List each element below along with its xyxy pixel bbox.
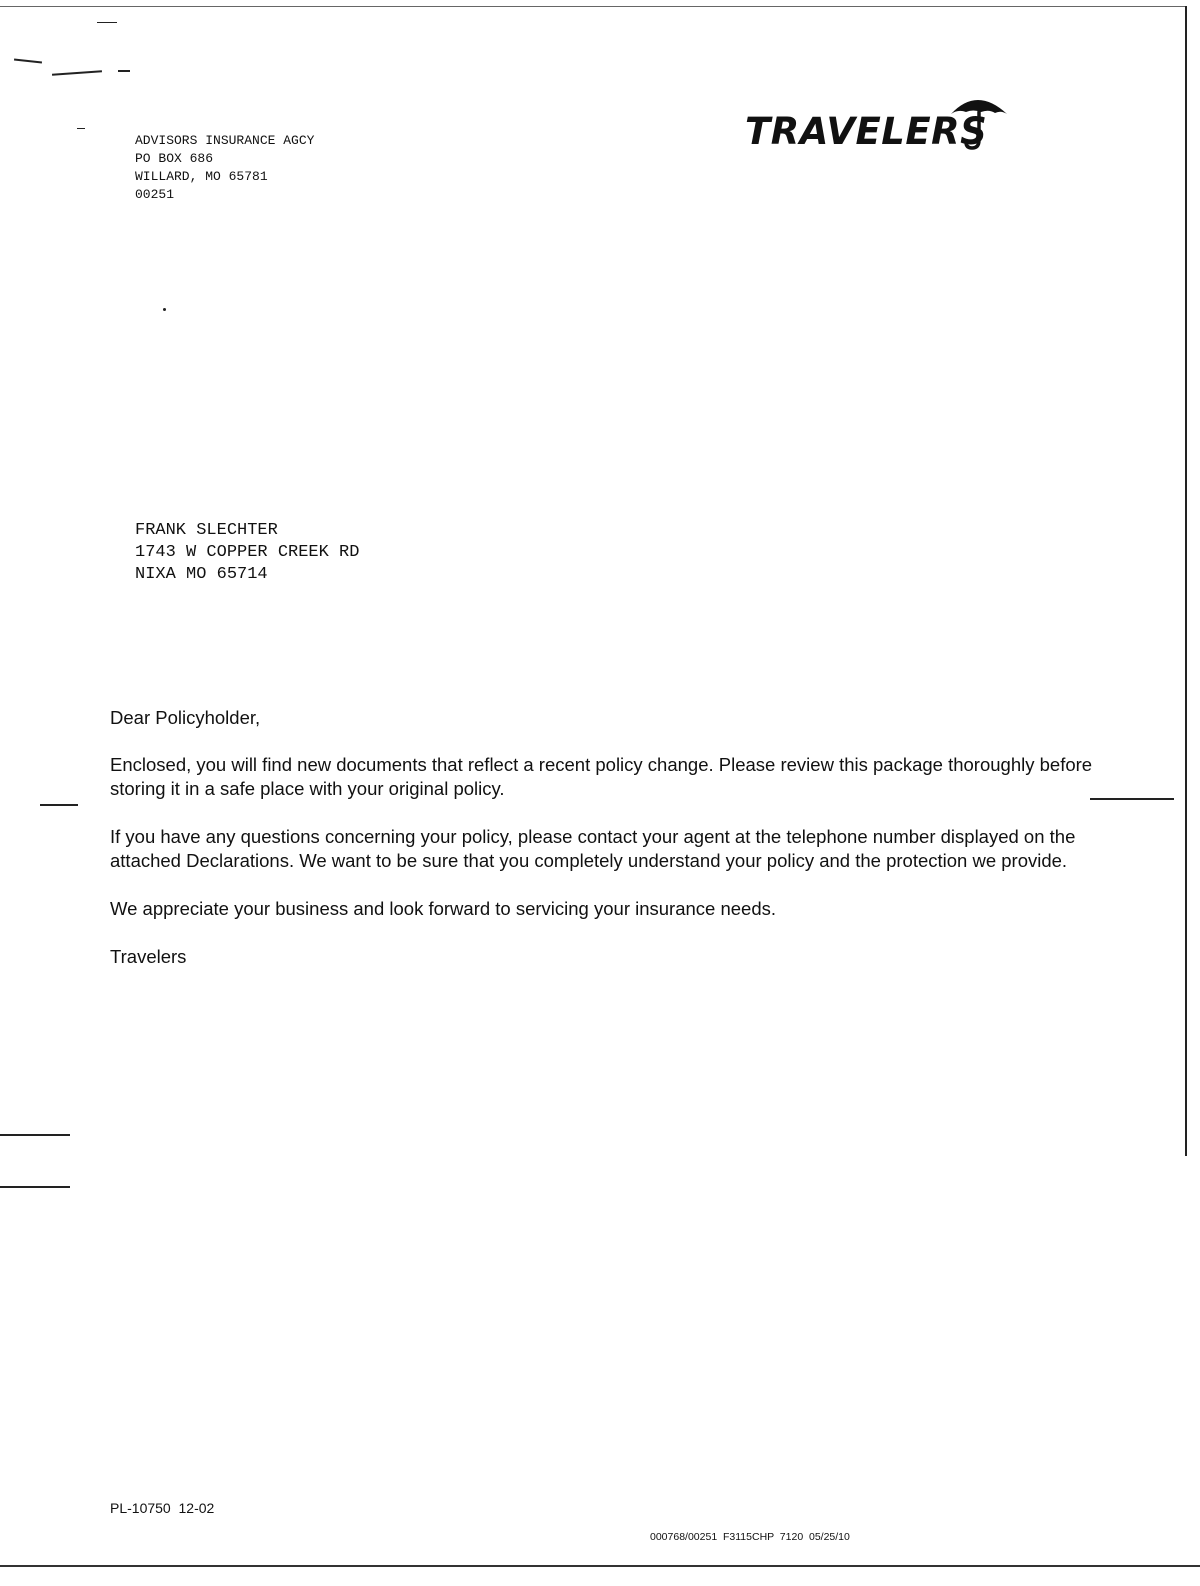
paragraph-appreciation: We appreciate your business and look forward to servicing your insurance needs.	[110, 898, 777, 919]
recipient-address	[135, 520, 359, 586]
page-top-edge	[0, 6, 1187, 7]
umbrella-icon	[941, 92, 1013, 152]
agency-city-state-zip: WILLARD, MO 65781	[135, 169, 268, 184]
agency-name: ADVISORS INSURANCE AGCY	[135, 133, 315, 148]
letter-body	[110, 706, 1110, 993]
recipient-street: 1743 W COPPER CREEK RD	[135, 543, 360, 562]
paragraph-questions: If you have any questions concerning your policy, please contact your agent at the telephone number displayed on the attached Declarations. We want to be sure that you completely understand your policy and the protection we provide.	[110, 826, 1076, 871]
print-code: 000768/00251 F3115CHP 7120 05/25/10	[650, 1531, 850, 1543]
signature: Travelers	[110, 946, 187, 967]
logo-wordmark: TRAVELERS	[745, 110, 988, 153]
page-right-edge	[1185, 6, 1187, 1156]
scan-mark	[77, 128, 85, 129]
greeting: Dear Policyholder,	[110, 707, 261, 728]
scan-mark	[52, 70, 102, 75]
scan-mark	[97, 22, 117, 23]
recipient-city-state-zip: NIXA MO 65714	[135, 565, 268, 584]
scan-mark	[118, 70, 130, 72]
agency-code: 00251	[135, 187, 175, 202]
scan-mark	[0, 1186, 70, 1188]
page-bottom-edge	[0, 1565, 1200, 1567]
recipient-name: FRANK SLECHTER	[135, 521, 278, 540]
scan-mark	[14, 59, 42, 64]
travelers-logo	[745, 92, 1015, 162]
agency-address	[135, 132, 314, 204]
scan-mark	[0, 1134, 70, 1136]
scan-mark	[40, 804, 78, 806]
form-number: PL-10750 12-02	[110, 1500, 215, 1516]
paragraph-enclosed: Enclosed, you will find new documents that reflect a recent policy change. Please review this package thoroughly before storing it in a safe place with your original policy.	[110, 754, 1093, 799]
stray-mark	[163, 308, 166, 311]
agency-po-box: PO BOX 686	[135, 151, 214, 166]
